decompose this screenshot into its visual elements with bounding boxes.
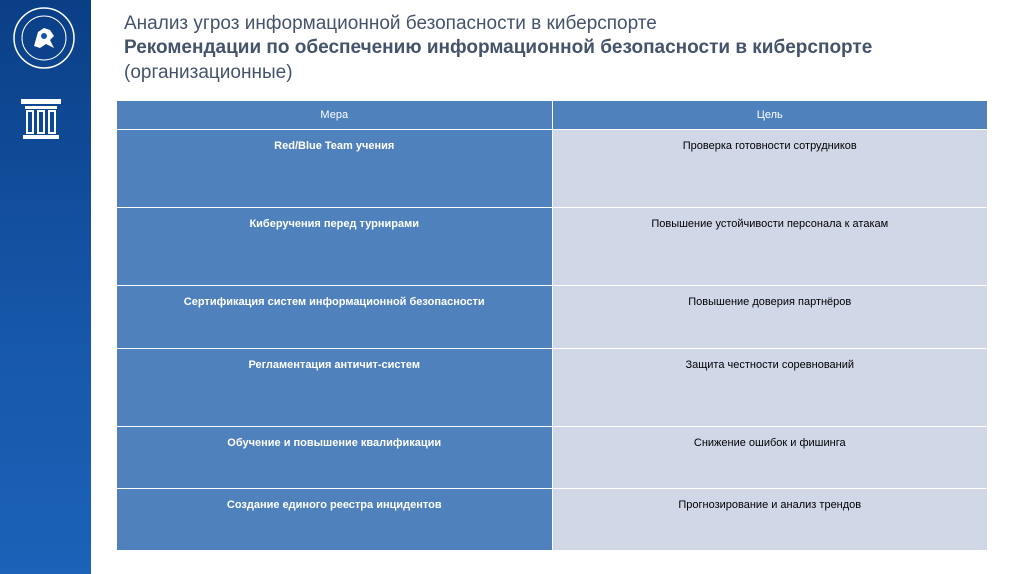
column-emblem-icon xyxy=(19,97,63,141)
goal-cell: Повышение устойчивости персонала к атакам xyxy=(552,208,988,286)
title-block xyxy=(124,12,1004,85)
measure-cell: Создание единого реестра инцидентов xyxy=(117,489,553,551)
goal-cell: Снижение ошибок и фишинга xyxy=(552,427,988,489)
table-row xyxy=(117,130,988,208)
table-header-row xyxy=(117,101,988,130)
measure-cell: Киберучения перед турнирами xyxy=(117,208,553,286)
table-row xyxy=(117,427,988,489)
sidebar xyxy=(0,0,91,574)
measures-table xyxy=(116,100,988,551)
page-title: Анализ угроз информационной безопасности в киберспорте xyxy=(124,13,657,34)
table-row xyxy=(117,489,988,551)
column-header-measure: Мера xyxy=(117,101,553,130)
table-row xyxy=(117,208,988,286)
goal-cell: Проверка готовности сотрудников xyxy=(552,130,988,208)
table-row xyxy=(117,286,988,349)
measure-cell: Red/Blue Team учения xyxy=(117,130,553,208)
measure-cell: Сертификация систем информационной безопасности xyxy=(117,286,553,349)
university-seal-icon xyxy=(12,6,76,70)
measure-cell: Регламентация античит-систем xyxy=(117,349,553,427)
goal-cell: Прогнозирование и анализ трендов xyxy=(552,489,988,551)
table-row xyxy=(117,349,988,427)
page-subtitle: Рекомендации по обеспечению информационной безопасности в киберспорте xyxy=(124,37,873,58)
goal-cell: Повышение доверия партнёров xyxy=(552,286,988,349)
page-subtitle-tail: (организационные) xyxy=(124,62,293,83)
goal-cell: Защита честности соревнований xyxy=(552,349,988,427)
measure-cell: Обучение и повышение квалификации xyxy=(117,427,553,489)
column-header-goal: Цель xyxy=(552,101,988,130)
